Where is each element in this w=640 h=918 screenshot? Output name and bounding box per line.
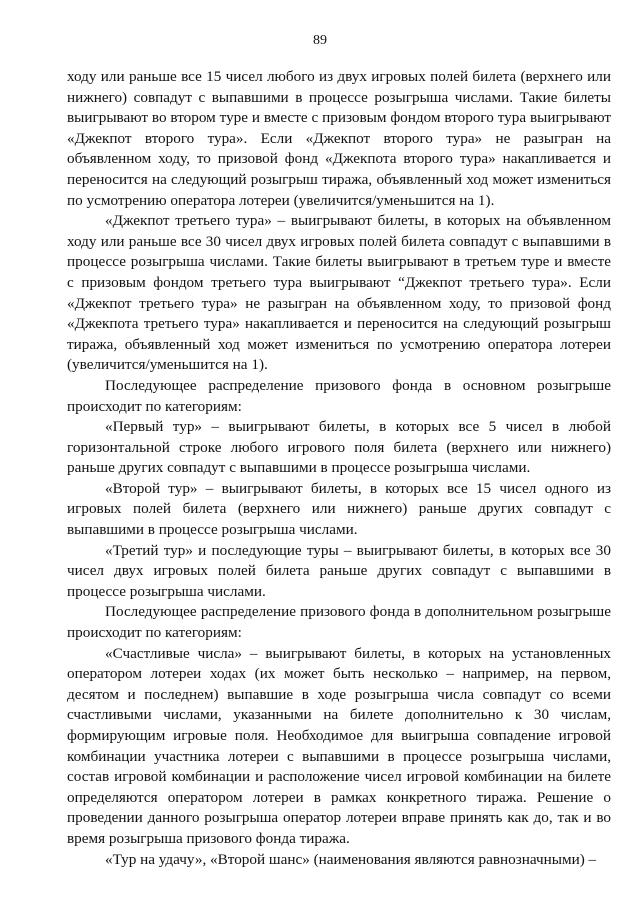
document-body (67, 67, 611, 870)
paragraph: «Третий тур» и последующие туры – выигрывают билеты, в которых все 30 чисел двух игровых полей билета раньше других совпадут с выпавшими в процессе розыгрыша числами. (67, 541, 611, 600)
paragraph: «Джекпот третьего тура» – выигрывают билеты, в которых на объявленном ходу или раньше все 30 чисел двух игровых полей билета совпадут с выпавшими в процессе розыгрыша числами. Такие билеты выигрывают в третьем туре и вместе с призовым фондом третьего тура выигрывают “Джекпот третьего тура». Если «Джекпот третьего тура» не разыгран на объявленном ходу, то призовой фонд «Джекпота третьего тура» накапливается и переносится на следующий розыгрыш тиража, объявленный ход может измениться по усмотрению оператора лотереи (увеличится/уменьшится на 1). (67, 212, 611, 374)
paragraph: ходу или раньше все 15 чисел любого из двух игровых полей билета (верхнего или нижнего) совпадут с выпавшими в процессе розыгрыша числами. Такие билеты выигрывают во втором туре и вместе с призовым фондом второго тура выигрывают «Джекпот второго тура». Если «Джекпот второго тура» не разыгран на объявленном ходу, то призовой фонд «Джекпота второго тура» накапливается и переносится на следующий розыгрыш тиража, объявленный ход может измениться по усмотрению оператора лотереи (увеличится/уменьшится на 1). (67, 68, 611, 209)
paragraph: «Первый тур» – выигрывают билеты, в которых все 5 чисел в любой горизонтальной строке любого игрового поля билета (верхнего или нижнего) раньше других совпадут с выпавшими в процессе розыгрыша числами. (67, 418, 611, 477)
paragraph: «Второй тур» – выигрывают билеты, в которых все 15 чисел одного из игровых полей билета (верхнего или нижнего) раньше других совпадут с выпавшими в процессе розыгрыша числами. (67, 479, 611, 539)
paragraph: «Счастливые числа» – выигрывают билеты, в которых на установленных оператором лотереи ходах (их может быть несколько – например, на первом, десятом и последнем) выпавшие в ходе розыгрыша числа совпадут со всеми счастливыми числами, указанными на билете дополнительно к 30 числам, формирующим игровые поля. Необходимое для выигрыша совпадение игровой комбинации участника лотереи с выпавшими в процессе розыгрыша числами, состав игровой комбинации и расположение чисел игровой комбинации на билете определяются оператором лотереи в рамках конкретного тиража. Решение о проведении данного розыгрыша оператор лотереи вправе принять как до, так и во время розыгрыша призового фонда тиража. (67, 644, 611, 847)
page-number: 89 (313, 33, 327, 48)
paragraph: Последующее распределение призового фонда в дополнительном розыгрыше происходит по категориям: (67, 603, 611, 642)
paragraph: Последующее распределение призового фонда в основном розыгрыше происходит по категориям: (67, 376, 611, 415)
paragraph: «Тур на удачу», «Второй шанс» (наименования являются равнозначными) – (105, 850, 597, 868)
